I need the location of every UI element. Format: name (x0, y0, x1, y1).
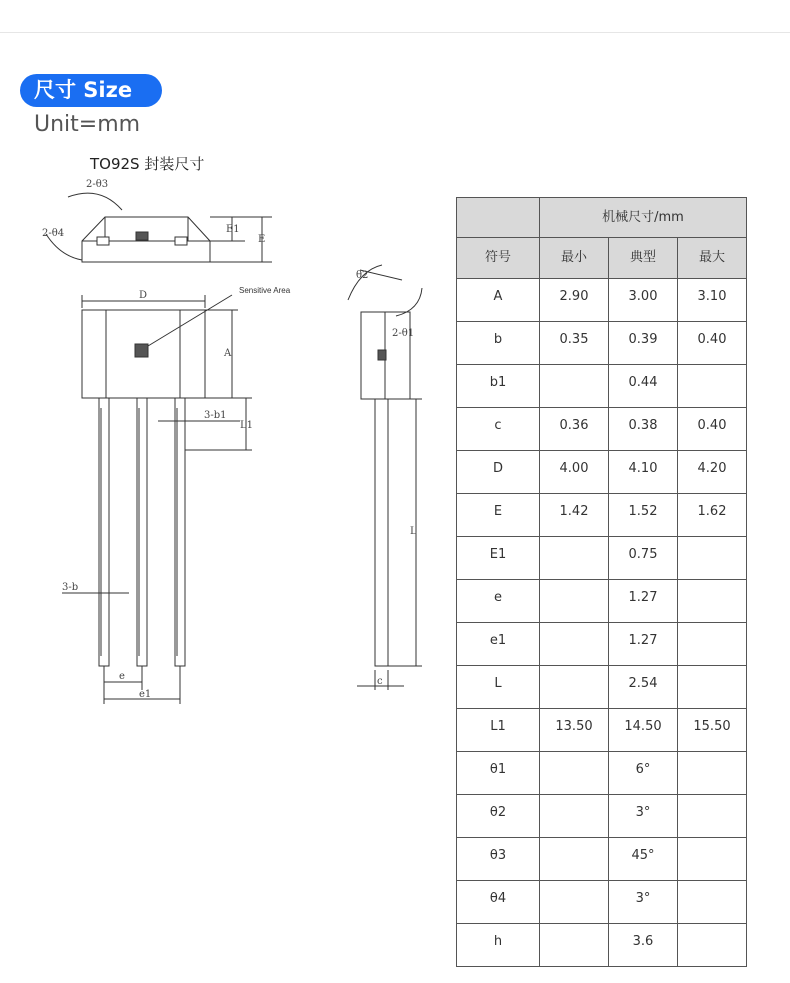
cell-min: 1.42 (540, 494, 609, 537)
cell-max: 15.50 (678, 709, 747, 752)
cell-min (540, 795, 609, 838)
cell-typ: 6° (609, 752, 678, 795)
cell-sym: h (457, 924, 540, 967)
dim-theta2: θ2 (356, 270, 369, 281)
table-corner (457, 198, 540, 238)
cell-sym: b (457, 322, 540, 365)
cell-max (678, 881, 747, 924)
cell-min (540, 924, 609, 967)
cell-typ: 0.44 (609, 365, 678, 408)
dim-theta4: 2-θ4 (42, 228, 65, 239)
cell-min: 0.36 (540, 408, 609, 451)
dim-L: L (410, 526, 417, 537)
group-header: 机械尺寸/mm (540, 198, 747, 238)
cell-max: 4.20 (678, 451, 747, 494)
cell-sym: e1 (457, 623, 540, 666)
header-min: 最小 (540, 238, 609, 279)
cell-min (540, 537, 609, 580)
table-row (457, 279, 747, 322)
table-row (457, 365, 747, 408)
cell-sym: E (457, 494, 540, 537)
dim-E: E (258, 234, 266, 245)
unit-label: Unit=mm (34, 112, 141, 137)
table-row (457, 752, 747, 795)
cell-max (678, 580, 747, 623)
cell-typ: 4.10 (609, 451, 678, 494)
cell-min (540, 623, 609, 666)
cell-typ: 0.39 (609, 322, 678, 365)
cell-typ: 0.38 (609, 408, 678, 451)
dim-theta3: 2-θ3 (86, 179, 109, 190)
cell-typ: 1.27 (609, 623, 678, 666)
cell-min (540, 365, 609, 408)
table-row (457, 451, 747, 494)
package-title: TO92S 封装尺寸 (90, 155, 205, 173)
dim-c: c (377, 676, 383, 687)
package-drawing (0, 170, 440, 730)
dim-theta1: 2-θ1 (392, 328, 415, 339)
header-typ: 典型 (609, 238, 678, 279)
cell-sym: e (457, 580, 540, 623)
cell-typ: 3.00 (609, 279, 678, 322)
cell-min: 2.90 (540, 279, 609, 322)
cell-typ: 3.6 (609, 924, 678, 967)
cell-min (540, 752, 609, 795)
cell-min (540, 881, 609, 924)
sensitive-area-label: Sensitive Area (239, 286, 291, 295)
cell-sym: E1 (457, 537, 540, 580)
dim-e: e (119, 671, 125, 682)
cell-sym: θ4 (457, 881, 540, 924)
cell-max (678, 365, 747, 408)
table-row (457, 580, 747, 623)
cell-max (678, 924, 747, 967)
dim-b: 3-b (62, 582, 79, 593)
dim-D: D (139, 290, 148, 301)
cell-sym: θ1 (457, 752, 540, 795)
dim-b1: 3-b1 (204, 410, 227, 421)
cell-typ: 1.52 (609, 494, 678, 537)
cell-max (678, 795, 747, 838)
cell-max: 3.10 (678, 279, 747, 322)
cell-sym: D (457, 451, 540, 494)
top-divider (0, 32, 790, 33)
table-row (457, 408, 747, 451)
cell-typ: 2.54 (609, 666, 678, 709)
cell-max: 0.40 (678, 322, 747, 365)
header-max: 最大 (678, 238, 747, 279)
cell-sym: L (457, 666, 540, 709)
cell-min: 13.50 (540, 709, 609, 752)
cell-typ: 0.75 (609, 537, 678, 580)
cell-max (678, 752, 747, 795)
cell-min (540, 580, 609, 623)
header-symbol: 符号 (457, 238, 540, 279)
cell-sym: c (457, 408, 540, 451)
cell-typ: 3° (609, 795, 678, 838)
table-row (457, 537, 747, 580)
dim-e1: e1 (139, 689, 152, 700)
cell-typ: 45° (609, 838, 678, 881)
table-row (457, 881, 747, 924)
cell-sym: b1 (457, 365, 540, 408)
table-row (457, 666, 747, 709)
cell-sym: A (457, 279, 540, 322)
table-row (457, 322, 747, 365)
cell-min: 4.00 (540, 451, 609, 494)
cell-sym: L1 (457, 709, 540, 752)
table-row (457, 709, 747, 752)
dimension-table (456, 197, 747, 967)
cell-max (678, 623, 747, 666)
section-badge: 尺寸 Size (20, 74, 162, 107)
dim-L1: L1 (240, 420, 254, 431)
cell-typ: 3° (609, 881, 678, 924)
dim-E1: E1 (226, 224, 240, 235)
cell-max (678, 666, 747, 709)
cell-sym: θ2 (457, 795, 540, 838)
cell-typ: 1.27 (609, 580, 678, 623)
cell-typ: 14.50 (609, 709, 678, 752)
table-row (457, 623, 747, 666)
table-row (457, 838, 747, 881)
table-row (457, 924, 747, 967)
dim-A: A (224, 348, 232, 359)
table-row (457, 795, 747, 838)
cell-max: 0.40 (678, 408, 747, 451)
cell-min (540, 666, 609, 709)
cell-max (678, 838, 747, 881)
cell-min: 0.35 (540, 322, 609, 365)
cell-sym: θ3 (457, 838, 540, 881)
table-row (457, 494, 747, 537)
cell-max: 1.62 (678, 494, 747, 537)
cell-min (540, 838, 609, 881)
cell-max (678, 537, 747, 580)
